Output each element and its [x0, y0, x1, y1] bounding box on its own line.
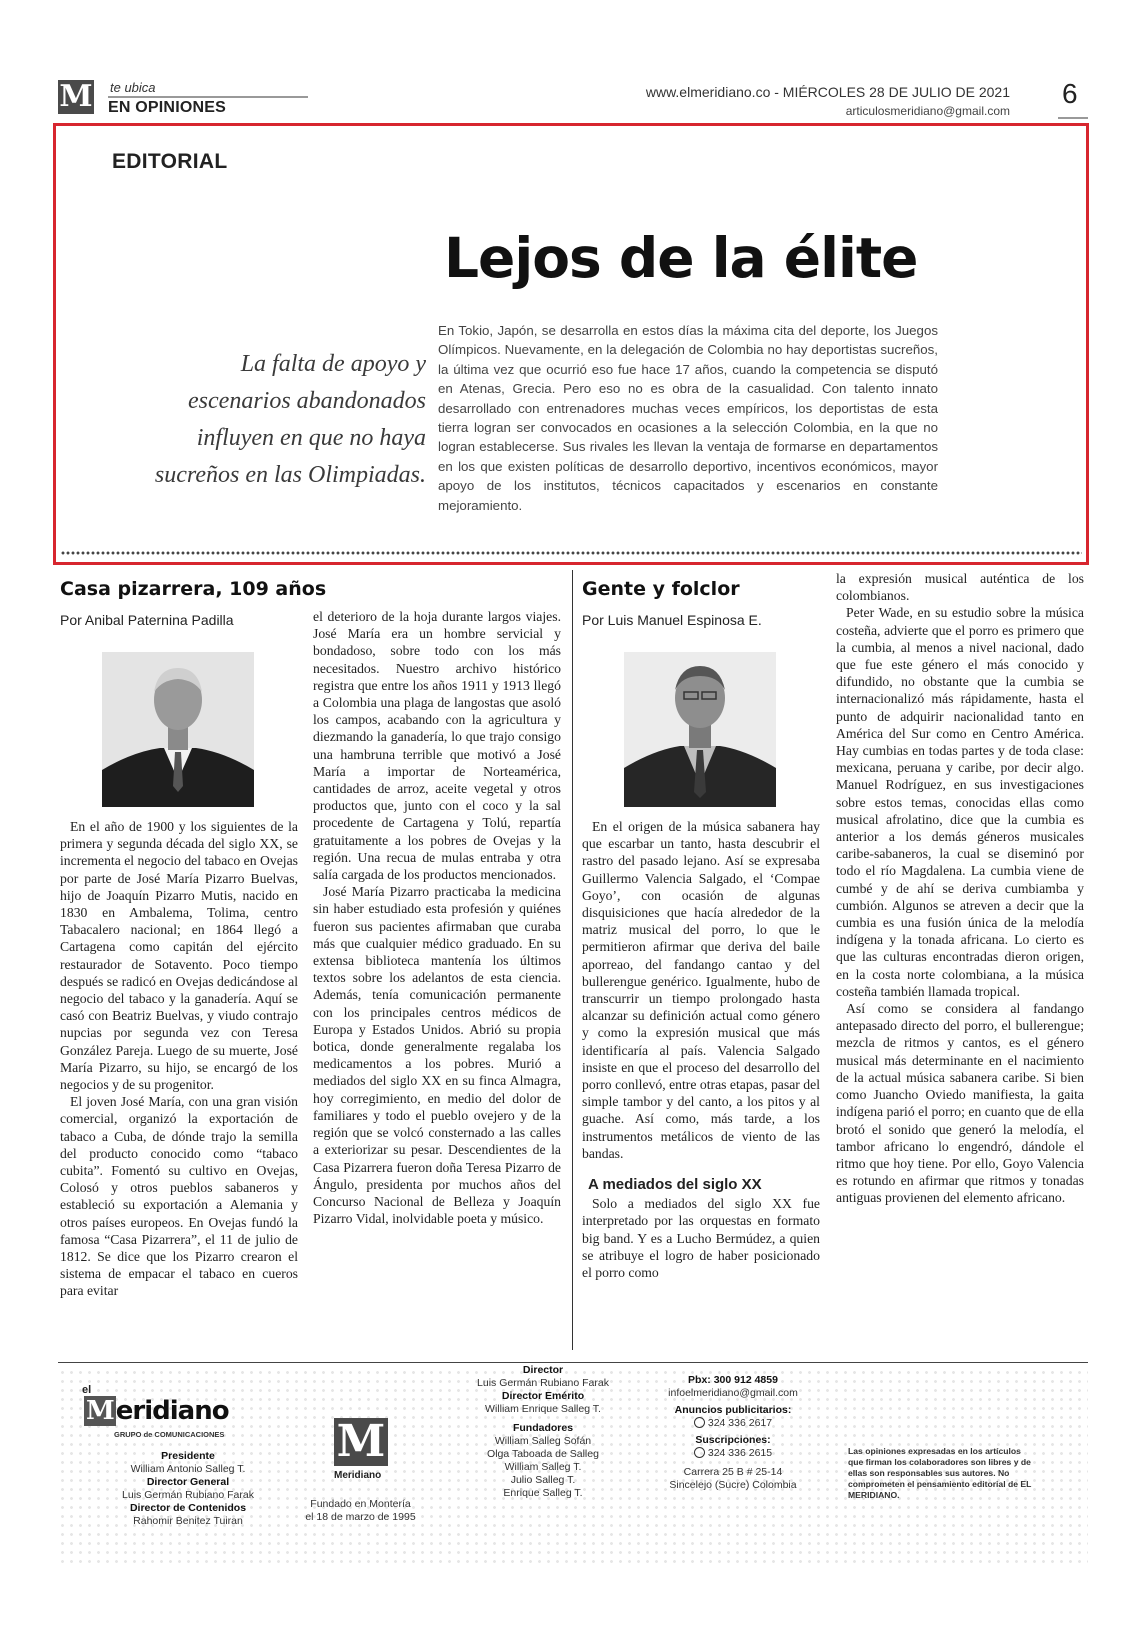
article-column — [313, 608, 561, 1227]
label: Director de Contenidos — [129, 1502, 247, 1514]
paragraph: Peter Wade, en su estudio sobre la música costeña, advierte que el porro es primero que la cumbia, al menos a nivel nacional, dado que fue este género el más conocido y difundido, no obstante que la cumbia se internacionalizó más rápidamente, hasta el punto de adquirir nacionalidad tanto en América del Sur como en Centro América. Hay cumbias en todas partes y de toda clase: mexicana, peruana y caribe, por decir algo. Manuel Rodríguez, en sus investigaciones sobre estos temas, conocidas ellas como musical afrolatino, dice que la cumbia es anterior a los demás géneros musicales caribe-sabaneros, la cual se diseminó por todo el río Magdalena. La cumbia viene de cumbé y de ahí se deriva cumbiamba y cumbión. Algunos se atreven a decir que la cumbia es una fusión única de la melodía indígena y la tonada africana. Lo cierto es que las culturas encontradas dieron origen, en la costa norte colombiana, a la música costeña también llamada tropical. — [836, 605, 1084, 999]
footer-logo[interactable] — [84, 1396, 229, 1426]
paragraph: Solo a mediados del siglo XX fue interpretado por las orquestas en formato big band. Y es a Lucho Bermúdez, a quien se atribuye el logro de haber posicionado el porro como — [582, 1196, 820, 1281]
name: William Enrique Salleg T. — [485, 1403, 601, 1415]
header-divider-right — [1058, 117, 1088, 119]
article-title: Casa pizarrera, 109 años — [60, 578, 327, 600]
city: Sincelejo (Sucre) Colombia — [669, 1479, 797, 1491]
article-byline: Por Luis Manuel Espinosa E. — [582, 612, 762, 628]
editorial-pull-quote: La falta de apoyo y escenarios abandonados influyen en que no haya sucreños en las Olimpiadas. — [154, 351, 426, 488]
footer-contact — [648, 1374, 818, 1492]
masthead-footer — [58, 1364, 1088, 1568]
name: Rahomir Benitez Tuiran — [133, 1515, 243, 1527]
footer-directors — [458, 1364, 628, 1500]
phone[interactable]: 324 336 2617 — [707, 1417, 773, 1429]
pbx: Pbx: 300 912 4859 — [688, 1374, 778, 1386]
paragraph: Así como se considera al fandango antepasado directo del porro, el bullerengue; mezcla de ritmos y cantos, es el género musical más determinante en el nacimiento de la actual música sabanera caribe. Si bien como Juancho Oviedo manifiesta, la gaita indígena parió el porro; en cuanto que de ella brotó el sonido que generó la melodía, el tambor africano lo engendró, dándole el ritmo que hoy tiene. Por ello, Goyo Valencia es rotundo en afirmar que ritmos y tonadas antiguas provienen del elemento africano. — [836, 1001, 1084, 1206]
footer-executives — [88, 1450, 288, 1528]
name: Olga Taboada de Salleg — [487, 1448, 599, 1460]
label: Director — [522, 1364, 564, 1376]
name: William Salleg Sofán — [494, 1435, 592, 1447]
name: Luis Germán Rubiano Farak — [477, 1377, 609, 1389]
footer-founded — [278, 1498, 443, 1524]
section-title: EN OPINIONES — [108, 99, 226, 116]
header-date: www.elmeridiano.co - MIÉRCOLES 28 DE JULIO DE 2021 — [645, 84, 1010, 100]
editorial-body: En Tokio, Japón, se desarrolla en estos días la máxima cita del deporte, los Juegos Olímpicos. Nuevamente, en la delegación de Colombia no hay deportistas sucreños, la última vez que ocurrió eso fue hace 17 años, cuando la competencia se disputó en Atenas, Grecia. Pero eso no es obra de la casualidad. Con talento innato desarrollado con entrenadores muchas veces empíricos, los deportistas de esta tierra logran ser convocados en ocasiones a la selección Colombia, en la que no logran establecerse. Sus rivales les llevan la ventaja de formarse en departamentos en los que existen políticas de desarrollo deportivo, incentivos económicos, mayor apoyo de los institutos, técnicos capacitados y escenarios en constante mejoramiento. — [438, 323, 938, 513]
address: Carrera 25 B # 25-14 — [683, 1466, 783, 1478]
header-tagline: te ubica — [110, 80, 156, 95]
paragraph: el deterioro de la hoja durante largos viajes. José María era un hombre servicial y bondadoso, sobre todo con los más necesitados. Nuestro archivo histórico registra que entre los años 1911 y 1913 llegó a Colombia una plaga de langostas que asoló los campos, acabando con la agricultura y diezmando la ganadería, lo que trajo consigo una hambruna terrible que motivó a José María a importar de Norteamérica, cantidades de arroz, aceite vegetal y otros productos que, junto con el coco y la sal procedente de Cartagena y Tolú, repartía gratuitamente a los pobres de Ovejas y la región. Una recua de mulas entraba y otra salía cargada de los productos mencionados. — [313, 609, 561, 883]
paragraph: José María Pizarro practicaba la medicina sin haber estudiado esta profesión y quiénes fueron sus pacientes afirmaban que curaba más que cualquier médico graduado. En su extensa biblioteca mantenía los últimos textos sobre los adelantos de esta ciencia. Además, tenía comunicación permanente con los principales centros médicos de Europa y Estados Unidos. Abrió su propia botica, donde generalmente regalaba los medicamentos a los pobres. Murió a mediados del siglo XX en su finca Almagra, hoy corregimiento, en medio del dolor de familiares y todo el pueblo ovejero y de la región que se volcó consternado a las calles a exteriorizar su pesar. Descendientes de la Casa Pizarrera fueron doña Teresa Pizarro de Ángulo, presidenta por muchos años del Concurso Nacional de Belleza y Joaquín Pizarro Vidal, inolvidable poeta y músico. — [313, 884, 561, 1227]
label: Suscripciones: — [695, 1434, 771, 1446]
footer-logo-subtitle: GRUPO de COMUNICACIONES — [114, 1430, 225, 1439]
whatsapp-icon — [694, 1447, 705, 1458]
footer-logo-el: el — [82, 1384, 92, 1396]
article-subheading: A mediados del siglo XX — [588, 1176, 762, 1194]
paragraph: El joven José María, con una gran visión comercial, organizó la exportación de tabaco a Cuba, de dónde trajo la semilla del producto conocido como “tabaco cubita”. Fomentó su cultivo en Ovejas, Colosó y otros pueblos sabaneros y estableció su exportación a Alemania y otros países europeos. En Ovejas fundó la famosa “Casa Pizarrera”, el 11 de julio de 1812. Se dice que los Pizarro crearon el sistema de empacar el tabaco en cueros para evitar — [60, 1094, 298, 1299]
footer-logo-text: eridiano — [115, 1396, 229, 1426]
name: Luis Germán Rubiano Farak — [122, 1489, 254, 1501]
footer-divider — [58, 1362, 1088, 1363]
article-byline: Por Anibal Paternina Padilla — [60, 612, 234, 628]
article-title: Gente y folclor — [582, 578, 740, 600]
footer-emblem: M — [334, 1418, 388, 1466]
article-column — [60, 818, 298, 1300]
footer-emblem-label: Meridiano — [334, 1470, 382, 1481]
text: el 18 de marzo de 1995 — [305, 1511, 416, 1523]
label: Director General — [146, 1476, 230, 1488]
editorial-label: EDITORIAL — [112, 150, 228, 173]
editorial-box — [53, 123, 1089, 565]
article-column — [836, 570, 1084, 1207]
paragraph: En el año de 1900 y los siguientes de la primera y segunda década del siglo XX, se incrementa el negocio del tabaco en Ovejas por parte de José María Pizarro Buelvas, hijo de Joaquín Pizarro Mutis, nacido en 1830 en Ambalema, Tolima, centro Tabacalero nacional; en 1864 llegó a Cartagena como capitán del ejército restaurador de Sotavento. Poco tiempo después se radicó en Ovejas dedicándose al negocio del tabaco y la ganadería. Aquí se casó con Beatriz Buelvas, y viudo contrajo nupcias por segunda vez con Teresa González Pareja. Luego de su muerte, José María Pizarro, su hijo, se encargó de los negocios y de su progenitor. — [60, 819, 298, 1093]
paragraph: la expresión musical auténtica de los colombianos. — [836, 571, 1084, 604]
name: William Salleg T. — [504, 1461, 582, 1473]
contact-email[interactable]: infoelmeridiano@gmail.com — [668, 1387, 798, 1399]
text: Fundado en Montería — [310, 1498, 411, 1510]
name: Julio Salleg T. — [510, 1474, 576, 1486]
column-divider — [572, 570, 573, 1350]
header-divider-left — [108, 96, 308, 98]
name: William Antonio Salleg T. — [130, 1463, 246, 1475]
editorial-title: Lejos de la élite — [444, 226, 918, 290]
author-photo — [102, 652, 254, 807]
label: Director Emérito — [501, 1390, 585, 1402]
footer-logo-m: M — [86, 1396, 114, 1426]
paragraph: En el origen de la música sabanera hay que escarbar un tanto, hasta descubrir el rastro del pasado lejano. Así se expresaba Guillermo Valencia Salgado, el ‘Compae Goyo’, con ocasión de algunas disquisiciones que hacía alrededor de la matriz musical del porro, lo que le permitieron afirmar que deriva del baile aporreao, del fandango cantao y del bullerengue genérico. Igualmente, hubo de transcurrir un tiempo prolongado hasta alcanzar su definición actual como género y como la expresión musical que más identificaría al país. Valencia Salgado insiste en que el proceso del desarrollo del porro conllevó, entre otras etapas, pasar del simple tambor y del canto, a los pitos y al guache. Así como, más tarde, a los instrumentos metálicos de viento de las bandas. — [582, 819, 820, 1161]
label: Fundadores — [512, 1422, 574, 1434]
decorative-border — [60, 550, 1082, 556]
header-logo[interactable]: M — [59, 79, 93, 114]
author-photo — [624, 652, 776, 807]
label: Anuncios publicitarios: — [674, 1404, 792, 1416]
phone[interactable]: 324 336 2615 — [707, 1447, 773, 1459]
whatsapp-icon — [694, 1417, 705, 1428]
label: Presidente — [161, 1450, 215, 1462]
page-number: 6 — [1062, 78, 1078, 109]
header-email[interactable]: articulosmeridiano@gmail.com — [845, 104, 1010, 118]
name: Enrique Salleg T. — [503, 1487, 583, 1499]
footer-disclaimer: Las opiniones expresadas en los artículos que firman los colaboradores son libres y de ellas son responsables sus autores. No comprometen el pensamiento editorial de EL MERIDIANO. — [848, 1446, 1032, 1500]
article-column — [582, 818, 820, 1281]
